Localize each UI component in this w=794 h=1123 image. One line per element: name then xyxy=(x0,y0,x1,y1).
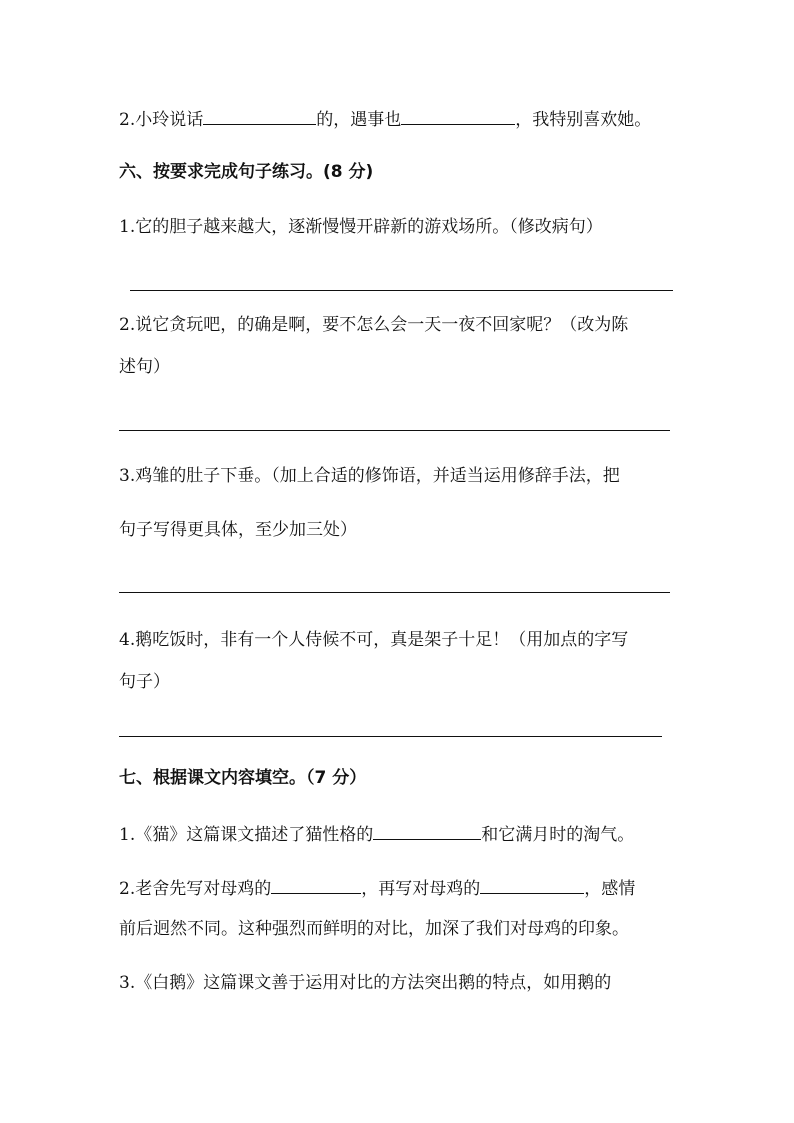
section-7-question-2-line-2: 前后迥然不同。这种强烈而鲜明的对比，加深了我们对母鸡的印象。 xyxy=(119,919,629,939)
q1-text-a: 1.《猫》这篇课文描述了猫性格的 xyxy=(119,825,374,845)
answer-line[interactable] xyxy=(130,290,673,291)
q2-text-a: 2.老舍先写对母鸡的 xyxy=(119,879,272,899)
answer-line[interactable] xyxy=(119,592,670,593)
section-7-question-2-line-1 xyxy=(119,875,635,901)
section-6-question-4-line-2: 句子） xyxy=(119,672,170,692)
section-7-question-3-line-1: 3.《白鹅》这篇课文善于运用对比的方法突出鹅的特点，如用鹅的 xyxy=(119,973,612,993)
section-6-question-4-line-1: 4.鹅吃饭时，非有一个人侍候不可，真是架子十足！（用加点的字写 xyxy=(119,630,629,650)
q2-text-c: ，我特别喜欢她。 xyxy=(515,110,652,130)
section-6-question-2-line-1: 2.说它贪玩吧，的确是啊，要不怎么会一天一夜不回家呢？（改为陈 xyxy=(119,315,629,335)
answer-blank[interactable] xyxy=(373,821,481,840)
answer-blank[interactable] xyxy=(480,875,584,894)
q2-text-c: ，感情 xyxy=(584,879,636,899)
q2-text-b: ，再写对母鸡的 xyxy=(361,879,481,899)
section-7-question-1 xyxy=(119,821,634,847)
section-6-question-3-line-1: 3.鸡雏的肚子下垂。（加上合适的修饰语，并适当运用修辞手法，把 xyxy=(119,466,620,486)
question-2-fill-in xyxy=(119,106,651,132)
answer-line[interactable] xyxy=(119,430,670,431)
answer-blank[interactable] xyxy=(401,106,515,125)
q2-text-a: 2.小玲说话 xyxy=(119,110,204,130)
answer-blank[interactable] xyxy=(271,875,361,894)
answer-line[interactable] xyxy=(119,736,662,737)
section-6-question-1: 1.它的胆子越来越大，逐渐慢慢开辟新的游戏场所。（修改病句） xyxy=(119,217,603,237)
q2-text-b: 的，遇事也 xyxy=(316,110,402,130)
q1-text-b: 和它满月时的淘气。 xyxy=(481,825,635,845)
section-6-question-2-line-2: 述句） xyxy=(119,357,170,377)
answer-blank[interactable] xyxy=(203,106,316,125)
section-6-title: 六、按要求完成句子练习。(8 分) xyxy=(119,162,374,182)
section-7-title: 七、根据课文内容填空。（7 分） xyxy=(119,768,367,788)
section-6-question-3-line-2: 句子写得更具体，至少加三处） xyxy=(119,520,357,540)
